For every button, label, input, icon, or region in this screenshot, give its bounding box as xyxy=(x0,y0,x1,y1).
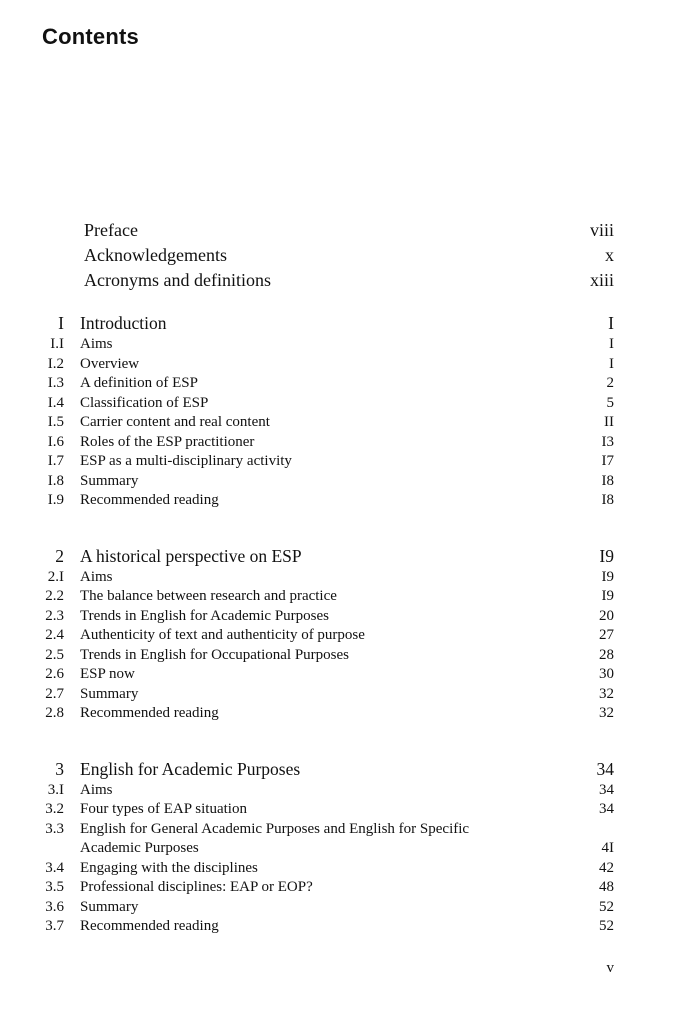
section-title: Four types of EAP situation xyxy=(80,801,247,817)
chapter-list xyxy=(30,311,614,970)
section-number: I.2 xyxy=(47,355,64,372)
section-title: Authenticity of text and authenticity of purpose xyxy=(80,627,365,643)
chapter-title: A historical perspective on ESP xyxy=(80,545,302,566)
chapter-heading xyxy=(30,544,614,568)
entry-title: Acronyms and definitions xyxy=(84,270,271,290)
section-title: Recommended reading xyxy=(80,918,219,934)
section-title: Aims xyxy=(80,568,113,585)
section-entry xyxy=(30,568,614,588)
section-number: I.I xyxy=(50,336,64,352)
section-number: 3.4 xyxy=(45,859,64,876)
section-page: I xyxy=(609,355,614,372)
section-entry xyxy=(30,646,614,666)
section-entry xyxy=(30,374,614,394)
section-page: 20 xyxy=(599,607,614,624)
section-entry xyxy=(30,878,614,898)
section-page: 30 xyxy=(599,666,614,682)
section-page: 52 xyxy=(599,918,614,934)
chapter-3 xyxy=(30,757,614,937)
section-entry xyxy=(30,413,614,433)
section-number: 3.5 xyxy=(45,879,64,895)
section-title: English for General Academic Purposes and English for Specific xyxy=(80,820,470,837)
section-entry xyxy=(30,472,614,492)
section-title: ESP as a multi-disciplinary activity xyxy=(80,453,292,469)
section-entry xyxy=(30,859,614,879)
section-number: 3.2 xyxy=(45,801,64,817)
section-number: 2.5 xyxy=(45,646,64,663)
section-number: 2.3 xyxy=(45,607,64,624)
section-entry xyxy=(30,394,614,414)
page-title: Contents xyxy=(42,24,139,49)
chapter-title: English for Academic Purposes xyxy=(80,758,301,779)
section-entry xyxy=(30,685,614,705)
section-page: I8 xyxy=(601,472,614,489)
front-matter-entry xyxy=(84,243,614,268)
section-page: II xyxy=(604,414,614,430)
section-number: 2.6 xyxy=(45,666,64,682)
section-page: 32 xyxy=(599,685,614,702)
section-entry xyxy=(30,491,614,511)
section-number: 3.6 xyxy=(45,898,64,915)
section-entry xyxy=(30,452,614,472)
section-title: Carrier content and real content xyxy=(80,414,270,430)
section-number: 2.I xyxy=(47,568,64,585)
section-title: Engaging with the disciplines xyxy=(80,859,258,876)
section-title: Summary xyxy=(80,685,139,702)
section-title: ESP now xyxy=(80,666,135,682)
section-title: Aims xyxy=(80,781,113,798)
section-title: Trends in English for Occupational Purposes xyxy=(80,646,350,663)
section-page: I xyxy=(609,336,614,352)
section-page: I8 xyxy=(601,492,614,508)
section-title: Summary xyxy=(80,472,139,489)
chapter-number: 3 xyxy=(55,758,64,779)
section-number: 3.I xyxy=(47,781,64,798)
section-number: 2.8 xyxy=(45,705,64,721)
section-number: I.8 xyxy=(47,472,64,489)
section-number: I.5 xyxy=(47,414,64,430)
section-title: Classification of ESP xyxy=(80,394,209,411)
section-number: 2.7 xyxy=(45,685,64,702)
section-page: I7 xyxy=(601,453,614,469)
section-entry xyxy=(30,820,614,840)
section-page: 27 xyxy=(599,627,614,643)
section-title: Overview xyxy=(80,355,140,372)
section-page: I3 xyxy=(601,433,614,450)
section-page: 32 xyxy=(599,705,614,721)
section-entry xyxy=(30,917,614,937)
chapter-title: Introduction xyxy=(80,313,167,333)
section-title: Professional disciplines: EAP or EOP? xyxy=(80,879,313,895)
chapter-number: I xyxy=(58,313,64,333)
section-title: Academic Purposes xyxy=(80,840,199,856)
section-number: I.9 xyxy=(47,492,64,508)
front-matter-list xyxy=(84,218,614,293)
chapter-page: I xyxy=(608,313,614,333)
chapter-heading xyxy=(30,757,614,781)
section-number: 3.7 xyxy=(45,918,64,934)
section-title: A definition of ESP xyxy=(80,375,198,391)
section-title: Roles of the ESP practitioner xyxy=(80,433,255,450)
section-entry xyxy=(30,898,614,918)
section-title: Trends in English for Academic Purposes xyxy=(80,607,330,624)
front-matter-entry xyxy=(84,218,614,243)
entry-page: xiii xyxy=(589,270,614,290)
section-entry xyxy=(30,355,614,375)
section-page: 34 xyxy=(599,781,614,798)
chapter-heading xyxy=(30,311,614,335)
section-page: I9 xyxy=(601,568,614,585)
section-page: 52 xyxy=(599,898,614,915)
section-title: Recommended reading xyxy=(80,492,219,508)
section-number: 2.4 xyxy=(45,627,64,643)
section-number: I.7 xyxy=(47,453,64,469)
entry-page: viii xyxy=(589,220,614,240)
chapter-number: 2 xyxy=(55,545,64,566)
section-entry xyxy=(30,626,614,646)
section-entry-continuation xyxy=(30,839,614,859)
section-title: Summary xyxy=(80,898,139,915)
section-number: 3.3 xyxy=(45,820,64,837)
section-title: Aims xyxy=(80,336,113,352)
section-entry xyxy=(30,665,614,685)
chapter-page: 34 xyxy=(596,758,614,779)
section-page: 4I xyxy=(601,840,614,856)
section-page: I9 xyxy=(601,588,614,604)
section-entry xyxy=(30,587,614,607)
section-page: 42 xyxy=(599,859,614,876)
section-entry xyxy=(30,607,614,627)
section-entry xyxy=(30,704,614,724)
chapter-page: I9 xyxy=(599,545,614,566)
chapter-1 xyxy=(30,311,614,511)
section-number: I.6 xyxy=(47,433,64,450)
entry-title: Acknowledgements xyxy=(84,245,227,265)
section-entry xyxy=(30,335,614,355)
entry-page: x xyxy=(605,245,614,265)
section-page: 2 xyxy=(606,375,614,391)
section-entry xyxy=(30,781,614,801)
page-number: v xyxy=(606,960,614,976)
section-title: Recommended reading xyxy=(80,705,219,721)
section-page: 28 xyxy=(599,646,614,663)
section-page: 5 xyxy=(606,394,614,411)
section-entry xyxy=(30,433,614,453)
entry-title: Preface xyxy=(84,220,138,240)
section-entry xyxy=(30,800,614,820)
section-page: 34 xyxy=(599,801,614,817)
front-matter-entry xyxy=(84,268,614,293)
section-page: 48 xyxy=(599,879,614,895)
chapter-2 xyxy=(30,544,614,724)
section-number: I.4 xyxy=(47,394,64,411)
section-title: The balance between research and practice xyxy=(80,588,337,604)
section-number: I.3 xyxy=(47,375,64,391)
section-number: 2.2 xyxy=(45,588,64,604)
